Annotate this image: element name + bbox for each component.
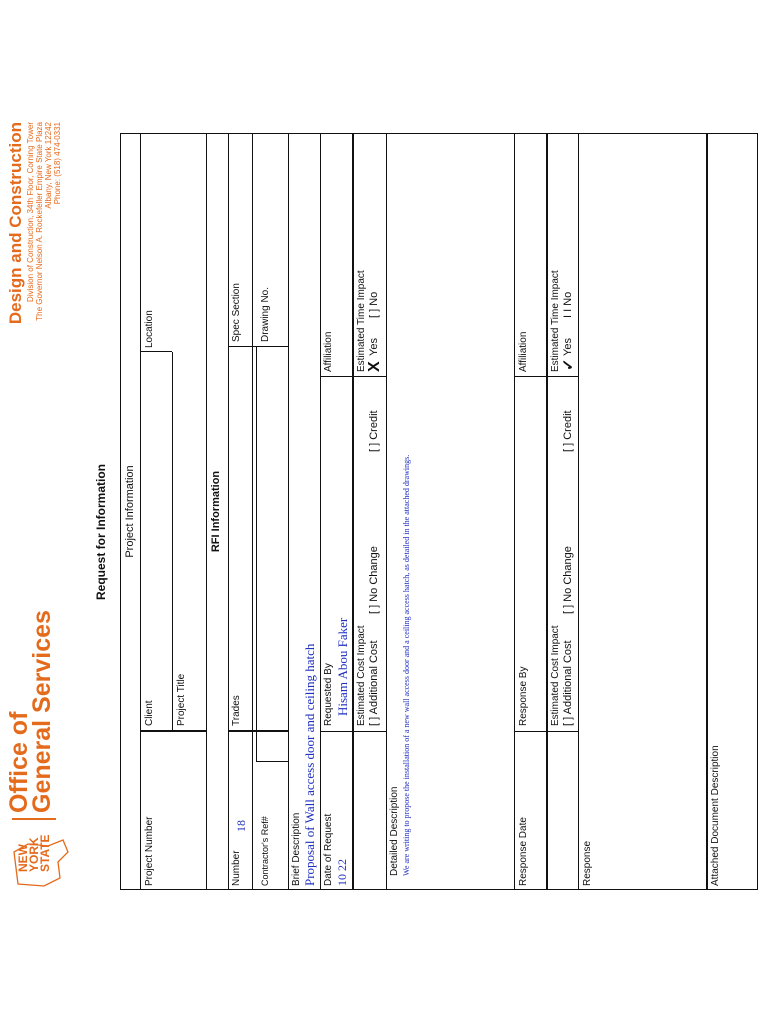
response-date-label: Response Date — [518, 817, 529, 886]
number-label: Number — [231, 850, 242, 886]
state-logo-york: YORK — [27, 837, 41, 872]
response-affiliation-label: Affiliation — [518, 331, 529, 372]
additional-cost-option: [ ] Additional Cost — [368, 640, 380, 726]
ogs-line2: General Services — [28, 610, 56, 813]
project-info-heading: Project Information — [124, 465, 136, 558]
logo-divider — [12, 818, 56, 820]
credit-option: [ ] Credit — [368, 410, 380, 452]
requested-by-value: Hisam Abou Faker — [335, 617, 350, 716]
number-value: 18 — [234, 820, 248, 832]
no-change-option: [ ] No Change — [368, 546, 380, 614]
contractors-ref-label: Contractor's Ref# — [260, 816, 270, 886]
form-grid — [120, 133, 708, 890]
rfi-form-page — [0, 112, 768, 952]
affiliation-label: Affiliation — [323, 331, 334, 372]
drawing-no-label: Drawing No. — [260, 286, 271, 342]
detailed-description-label: Detailed Description — [389, 786, 400, 876]
resp-time-yes-option: Yes — [562, 338, 574, 356]
date-of-request-value: 10 22 — [335, 859, 349, 886]
state-logo-new: NEW — [16, 844, 30, 872]
brief-description-label: Brief Description — [291, 812, 302, 886]
address-line: Albany, New York 12242 — [44, 122, 53, 209]
time-no-option: [ ] No — [368, 291, 380, 318]
form-title: Request for Information — [94, 464, 108, 601]
response-by-label: Response By — [518, 666, 529, 726]
state-logo-text — [18, 834, 51, 872]
detailed-description-value: We are writing to propose the installation of a new wall access door and a ceiling access hatch, as detailed in the attached drawings. — [402, 454, 411, 876]
dc-title: Design and Construction — [6, 122, 25, 325]
spec-section-label: Spec Section — [231, 283, 242, 342]
resp-additional-cost-option: [ ] Additional Cost — [562, 640, 574, 726]
response-label: Response — [582, 840, 593, 886]
brief-description-value: Proposal of Wall access door and ceiling hatch — [302, 643, 317, 886]
resp-no-change-option: [ ] No Change — [562, 546, 574, 614]
resp-time-no-option: I I No — [562, 291, 574, 318]
time-yes-option: Yes — [368, 338, 380, 356]
attached-document-label: Attached Document Description — [710, 745, 721, 886]
resp-est-time-impact-label: Estimated Time Impact — [550, 270, 561, 372]
address-line: Phone: (518) 474-0331 — [53, 122, 62, 205]
dc-address — [26, 122, 62, 324]
state-logo-state: STATE — [38, 834, 52, 872]
rfi-info-heading: RFI Information — [210, 470, 222, 553]
resp-credit-option: [ ] Credit — [562, 410, 574, 452]
est-time-impact-label: Estimated Time Impact — [356, 270, 367, 372]
resp-est-cost-impact-label: Estimated Cost Impact — [550, 625, 561, 726]
date-of-request-label: Date of Request — [323, 813, 334, 886]
trades-label: Trades — [231, 695, 242, 726]
project-title-label: Project Title — [176, 673, 187, 726]
address-line: The Governor Nelson A. Rockefeller Empire State Plaza — [35, 122, 44, 321]
est-cost-impact-label: Estimated Cost Impact — [356, 625, 367, 726]
requested-by-label: Requested By — [323, 663, 334, 726]
address-line: Division of Construction, 34th Floor, Corning Tower — [26, 122, 35, 302]
ogs-logo-text — [5, 610, 56, 813]
project-number-label: Project Number — [144, 816, 155, 886]
time-yes-checkmark: X — [366, 361, 383, 372]
location-label: Location — [144, 310, 155, 348]
client-label: Client — [144, 700, 155, 726]
ogs-line1: Office of — [5, 711, 33, 813]
attached-document-box — [708, 133, 758, 890]
resp-time-yes-checkmark: ✓ — [560, 358, 577, 371]
dc-header — [6, 122, 62, 324]
